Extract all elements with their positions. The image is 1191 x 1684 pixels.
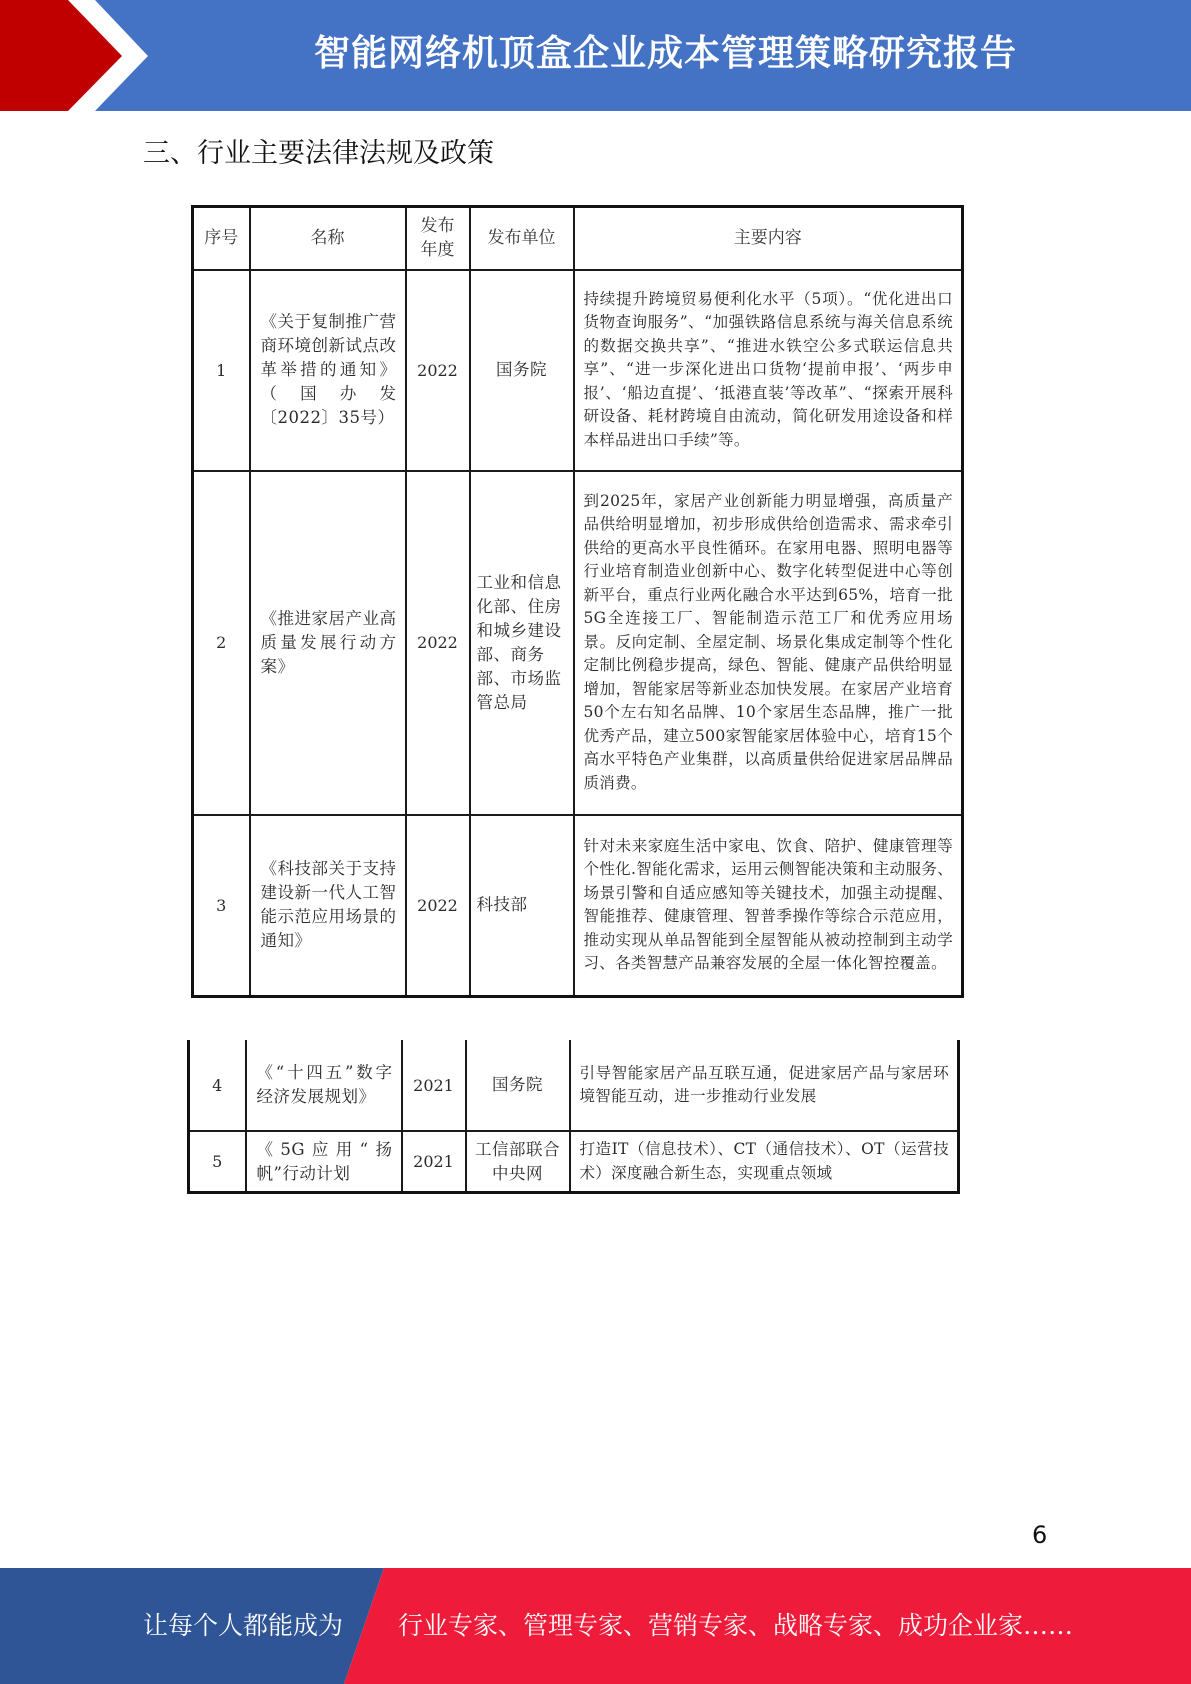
header-unit: 发布单位 bbox=[470, 207, 574, 270]
page-footer bbox=[0, 1568, 1191, 1684]
header-name: 名称 bbox=[250, 207, 406, 270]
header-title: 智能网络机顶盒企业成本管理策略研究报告 bbox=[313, 33, 1017, 74]
row-num: 5 bbox=[189, 1131, 246, 1193]
row-unit: 国务院 bbox=[470, 270, 574, 471]
row-num: 1 bbox=[193, 270, 250, 471]
table-row bbox=[189, 1040, 959, 1131]
row-unit: 科技部 bbox=[470, 815, 574, 997]
row-content: 到2025年，家居产业创新能力明显增强，高质量产品供给明显增加，初步形成供给创造需求、需求牵引供给的更高水平良性循环。在家用电器、照明电器等行业培育制造业创新中心、数字化转型促进中心等创新平台，重点行业两化融合水平达到65%，培育一批5G全连接工厂、智能制造示范工厂和优秀应用场景。反向定制、全屋定制、场景化集成定制等个性化定制比例稳步提高，绿色、智能、健康产品供给明显增加，智能家居等新业态加快发展。在家居产业培育50个左右知名品牌、10个家居生态品牌，推广一批优秀产品，建立500家智能家居体验中心，培育15个高水平特色产业集群，以高质量供给促进家居品牌品质消费。 bbox=[574, 471, 963, 815]
row-name: 《推进家居产业高质量发展行动方案》 bbox=[250, 471, 406, 815]
row-name: 《“十四五”数字经济发展规划》 bbox=[246, 1040, 402, 1131]
footer-slogan-right: 行业专家、管理专家、营销专家、战略专家、成功企业家…… bbox=[398, 1611, 1074, 1640]
header-num: 序号 bbox=[193, 207, 250, 270]
section-heading: 三、行业主要法律法规及政策 bbox=[143, 138, 494, 169]
row-content: 引导智能家居产品互联互通，促进家居产品与家居环境智能互动，进一步推动行业发展 bbox=[570, 1040, 959, 1131]
row-num: 3 bbox=[193, 815, 250, 997]
row-content: 打造IT（信息技术）、CT（通信技术）、OT（运营技术）深度融合新生态，实现重点领域 bbox=[570, 1131, 959, 1193]
row-num: 4 bbox=[189, 1040, 246, 1131]
page-number: 6 bbox=[1032, 1521, 1048, 1549]
row-year: 2022 bbox=[406, 270, 470, 471]
row-num: 2 bbox=[193, 471, 250, 815]
row-year: 2021 bbox=[402, 1131, 466, 1193]
footer-slogan-left: 让每个人都能成为 bbox=[143, 1611, 344, 1640]
row-name: 《科技部关于支持建设新一代人工智能示范应用场景的通知》 bbox=[250, 815, 406, 997]
row-name: 《关于复制推广营商环境创新试点改革举措的通知》（国办发〔2022〕35号） bbox=[250, 270, 406, 471]
row-year: 2021 bbox=[402, 1040, 466, 1131]
row-unit: 工业和信息化部、住房和城乡建设部、商务部、市场监管总局 bbox=[470, 471, 574, 815]
row-content: 持续提升跨境贸易便利化水平（5项）。“优化进出口货物查询服务”、“加强铁路信息系统与海关信息系统的数据交换共享”、“推进水铁空公多式联运信息共享”、“进一步深化进出口货物‘提前申报’、‘两步申报’、‘船边直提’、‘抵港直装’等改革”、“探索开展科研设备、耗材跨境自由流动，简化研发用途设备和样本样品进出口手续”等。 bbox=[574, 270, 963, 471]
header-year: 发布年度 bbox=[406, 207, 470, 270]
policy-table-continued bbox=[187, 1040, 960, 1194]
row-year: 2022 bbox=[406, 471, 470, 815]
row-year: 2022 bbox=[406, 815, 470, 997]
row-content: 针对未来家庭生活中家电、饮食、陪护、健康管理等个性化.智能化需求，运用云侧智能决策和主动服务、场景引警和自适应感知等关键技术，加强主动提醒、智能推荐、健康管理、智普季操作等综合示范应用，推动实现从单品智能到全屋智能从被动控制到主动学习、各类智慧产品兼容发展的全屋一体化智控覆盖。 bbox=[574, 815, 963, 997]
row-unit: 工信部联合中央网 bbox=[466, 1131, 570, 1193]
row-name: 《5G应用“扬帆”行动计划 bbox=[246, 1131, 402, 1193]
table-row bbox=[193, 471, 963, 815]
page-header bbox=[0, 0, 1191, 111]
table-row bbox=[193, 270, 963, 471]
table-header-row bbox=[193, 207, 963, 270]
table-row bbox=[193, 815, 963, 997]
header-chevron-decoration bbox=[0, 0, 160, 111]
table-row bbox=[189, 1131, 959, 1193]
row-unit: 国务院 bbox=[466, 1040, 570, 1131]
header-content: 主要内容 bbox=[574, 207, 963, 270]
policy-table bbox=[191, 205, 964, 998]
